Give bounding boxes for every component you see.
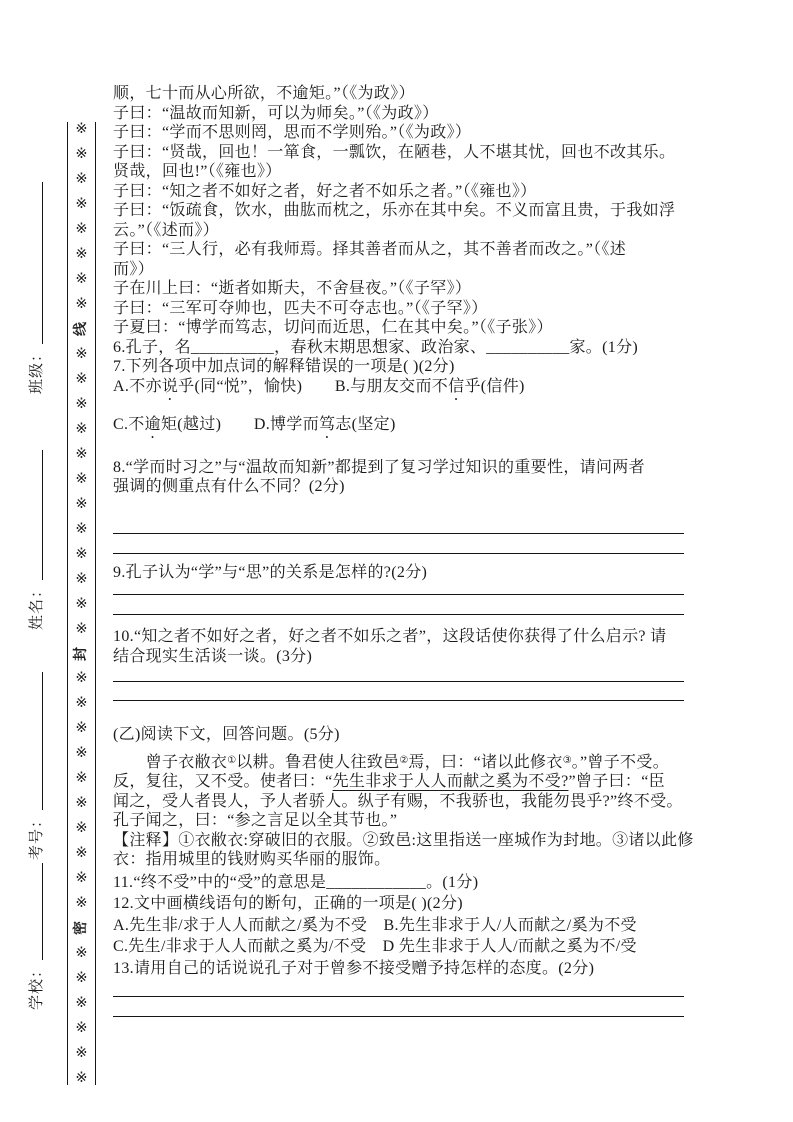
- analects-line: 子曰：“学而不思则罔，思而不学则殆。”（《为政》）: [113, 124, 472, 141]
- field-school-label: 学校：: [29, 961, 45, 1010]
- analects-line: 而》）: [113, 260, 154, 278]
- seal-mark: ※: [75, 994, 88, 1011]
- seal-mark: ※: [75, 221, 88, 237]
- seal-mark: ※: [75, 1069, 88, 1086]
- seal-mark: ※: [75, 820, 88, 836]
- field-class-label: 班级：: [29, 345, 45, 394]
- analects-line: 贤哉，回也!”（《雍也》）: [113, 163, 282, 180]
- analects-line: 子曰：“知之者不如好之者，好之者不如乐之者。”（《雍也》）: [113, 182, 537, 200]
- questions-11-13: [113, 872, 684, 980]
- question-12-options-ab: A.先生非/求于人人而献之/奚为不受 B.先生非求于人/人而献之/奚为不受: [113, 916, 637, 934]
- seal-mark: ※: [75, 146, 88, 162]
- seal-mark: ※: [75, 870, 88, 886]
- field-class-blank: [42, 182, 43, 344]
- analects-line: 云。”（《述而》）: [113, 221, 219, 239]
- option-text: 信: [448, 377, 465, 395]
- passage-line-1: [113, 751, 684, 773]
- passage-line-3: 闻之，受人者畏人，予人者骄人。纵子有赐，不我骄也，我能勿畏乎?”终不受。: [113, 792, 683, 810]
- passage-line-4: 孔子闻之，曰：“参之言足以全其节也。”: [113, 812, 398, 829]
- seal-mark: ※: [75, 395, 88, 412]
- analects-line: 子曰：“贤哉，回也！一箪食，一瓢饮，在陋巷，人不堪其忧，回也不改其乐。: [113, 143, 676, 161]
- passage-text: ③: [562, 754, 572, 766]
- option-text: 笃: [319, 415, 336, 433]
- analects-line: 顺，七十而从心所欲，不逾矩。”（《为政》）: [113, 85, 415, 102]
- seal-mark: ※: [75, 470, 88, 487]
- question-6: 6.孔子，名__________，春秋末期思想家、政治家、__________家。(1分): [113, 338, 639, 356]
- passage-text: 焉，曰：“诸以此修衣: [408, 753, 563, 771]
- notes-line-2: 衣：指用城里的钱财购买华丽的服饰。: [113, 851, 391, 868]
- seal-mark: ※: [75, 620, 88, 637]
- analects-line: 子夏曰：“博学而笃志，切问而近思，仁在其中矣。”（《子张》）: [113, 319, 553, 336]
- seal-column: [68, 122, 95, 1085]
- question-9: 9.孔子认为“学”与“思”的关系是怎样的?(2分): [113, 563, 428, 581]
- analects-line: 子曰：“三人行，必有我师焉。择其善者而从之，其不善者而改之。”（《述: [113, 241, 627, 258]
- seal-mark: 线: [73, 322, 89, 336]
- seal-mark: ※: [75, 1044, 88, 1061]
- analects-line: 子曰：“饭疏食，饮水，曲肱而枕之，乐亦在其中矣。不义而富且贵，于我如浮: [113, 202, 676, 219]
- option-text: 说: [161, 377, 179, 395]
- option-text: 逾: [144, 415, 161, 433]
- seal-sidebar: [0, 0, 112, 1122]
- seal-mark: ※: [75, 845, 88, 861]
- seal-mark: ※: [75, 370, 88, 387]
- passage-text: ”曾子曰：“臣: [568, 773, 665, 790]
- field-name-label: 姓名：: [29, 581, 45, 630]
- seal-mark: ※: [75, 695, 88, 711]
- analects-quotes: [113, 84, 684, 338]
- passage-text: 。”曾子不受。: [571, 753, 670, 771]
- passage-text: ②: [399, 754, 409, 766]
- notes-line-1: 【注释】①衣敝衣:穿破旧的衣服。②致邑:这里指送一座城作为封地。③诸以此修: [113, 831, 694, 849]
- passage-text: 以耕。鲁君使人往致邑: [236, 753, 400, 771]
- seal-mark: ※: [75, 495, 88, 512]
- option-text: 矩(越过) D.博学而: [160, 415, 320, 433]
- seal-mark: ※: [75, 296, 88, 312]
- question-12-options-cd: C.先生/非求于人人而献之奚为/不受 D 先生非求于人人/而献之奚为不/受: [113, 938, 637, 955]
- seal-mark: 密: [73, 921, 89, 935]
- passage-text: ①: [227, 754, 237, 766]
- seal-mark: ※: [75, 1019, 88, 1036]
- field-exam-number-label: 考号：: [29, 811, 45, 860]
- seal-mark: ※: [75, 196, 88, 212]
- seal-mark: ※: [75, 545, 88, 562]
- question-10-line-1: 10.“知之者不如好之者，好之者不如乐之者”，这段话使你获得了什么启示? 请: [113, 628, 667, 645]
- seal-mark: ※: [75, 795, 88, 811]
- question-8-line-1: 8.“学而时习之”与“温故而知新”都提到了复习学过知识的重要性，请问两者: [113, 458, 645, 476]
- answer-line: [113, 700, 684, 701]
- question-10-line-2: 结合现实生活谈一谈。(3分): [113, 647, 313, 665]
- exam-content: [113, 84, 694, 1017]
- question-11: 11.“终不受”中的“受”的意思是____________。(1分): [113, 873, 479, 891]
- option-text: 乎(同“悦”，愉快) B.与朋友交而不: [178, 377, 449, 395]
- passage-text: 反，复往，又不受。使者曰：“: [113, 773, 333, 790]
- passage-text: 先生非求于人人而献之奚为不受?: [332, 773, 569, 790]
- analects-line: 子曰：“三军可夺帅也，匹夫不可夺志也。”（《子罕》）: [113, 299, 488, 317]
- seal-mark: ※: [75, 345, 88, 362]
- seal-mark: ※: [75, 745, 88, 761]
- field-exam-number-blank: [42, 672, 43, 810]
- option-text: A.不亦: [113, 377, 162, 395]
- seal-mark: ※: [75, 246, 88, 262]
- answer-line: [113, 553, 684, 554]
- question-8-line-2: 强调的侧重点有什么不同？(2分): [113, 478, 345, 495]
- passage-text: 曾子衣敝衣: [113, 753, 228, 771]
- seal-mark: ※: [75, 969, 88, 986]
- seal-mark: ※: [75, 944, 88, 961]
- seal-mark: ※: [75, 895, 88, 911]
- answer-line: [113, 1016, 684, 1017]
- passage-line-2: [113, 772, 684, 792]
- seal-band: [67, 122, 96, 1085]
- answer-line: [113, 681, 684, 682]
- question-7: 7.下列各项中加点词的解释错误的一项是( )(2分): [113, 358, 455, 375]
- question-7-options-cd: [113, 415, 684, 442]
- question-12: 12.文中画横线语句的断句，正确的一项是( )(2分): [113, 895, 463, 912]
- seal-mark: ※: [75, 720, 88, 736]
- option-text: C.不: [113, 415, 145, 433]
- answer-line: [113, 614, 684, 615]
- field-name-blank: [42, 450, 43, 580]
- analects-line: 子在川上曰：“逝者如斯夫，不舍昼夜。”（《子罕》）: [113, 280, 472, 297]
- seal-mark: ※: [75, 595, 88, 612]
- question-7-options-ab: [113, 377, 684, 404]
- answer-line: [113, 594, 684, 595]
- seal-mark: ※: [75, 770, 88, 786]
- question-13: 13.请用自己的话说说孔子对于曾参不接受赠予持怎样的态度。(2分): [113, 959, 595, 977]
- seal-mark: 封: [73, 646, 89, 661]
- seal-mark: ※: [75, 445, 88, 462]
- answer-line: [113, 996, 684, 997]
- analects-line: 子曰：“温故而知新，可以为师矣。”（《为政》）: [113, 104, 439, 122]
- field-school-blank: [42, 863, 43, 960]
- seal-mark: ※: [75, 420, 88, 437]
- seal-mark: ※: [75, 570, 88, 587]
- seal-mark: ※: [75, 121, 88, 137]
- answer-line: [113, 533, 684, 534]
- option-text: 志(坚定): [335, 415, 396, 433]
- seal-mark: ※: [75, 670, 88, 686]
- seal-mark: ※: [75, 171, 88, 187]
- seal-mark: ※: [75, 271, 88, 287]
- seal-mark: ※: [75, 520, 88, 537]
- option-text: 乎(信件): [464, 377, 525, 395]
- section-b-heading: (乙)阅读下文，回答问题。(5分): [113, 726, 340, 743]
